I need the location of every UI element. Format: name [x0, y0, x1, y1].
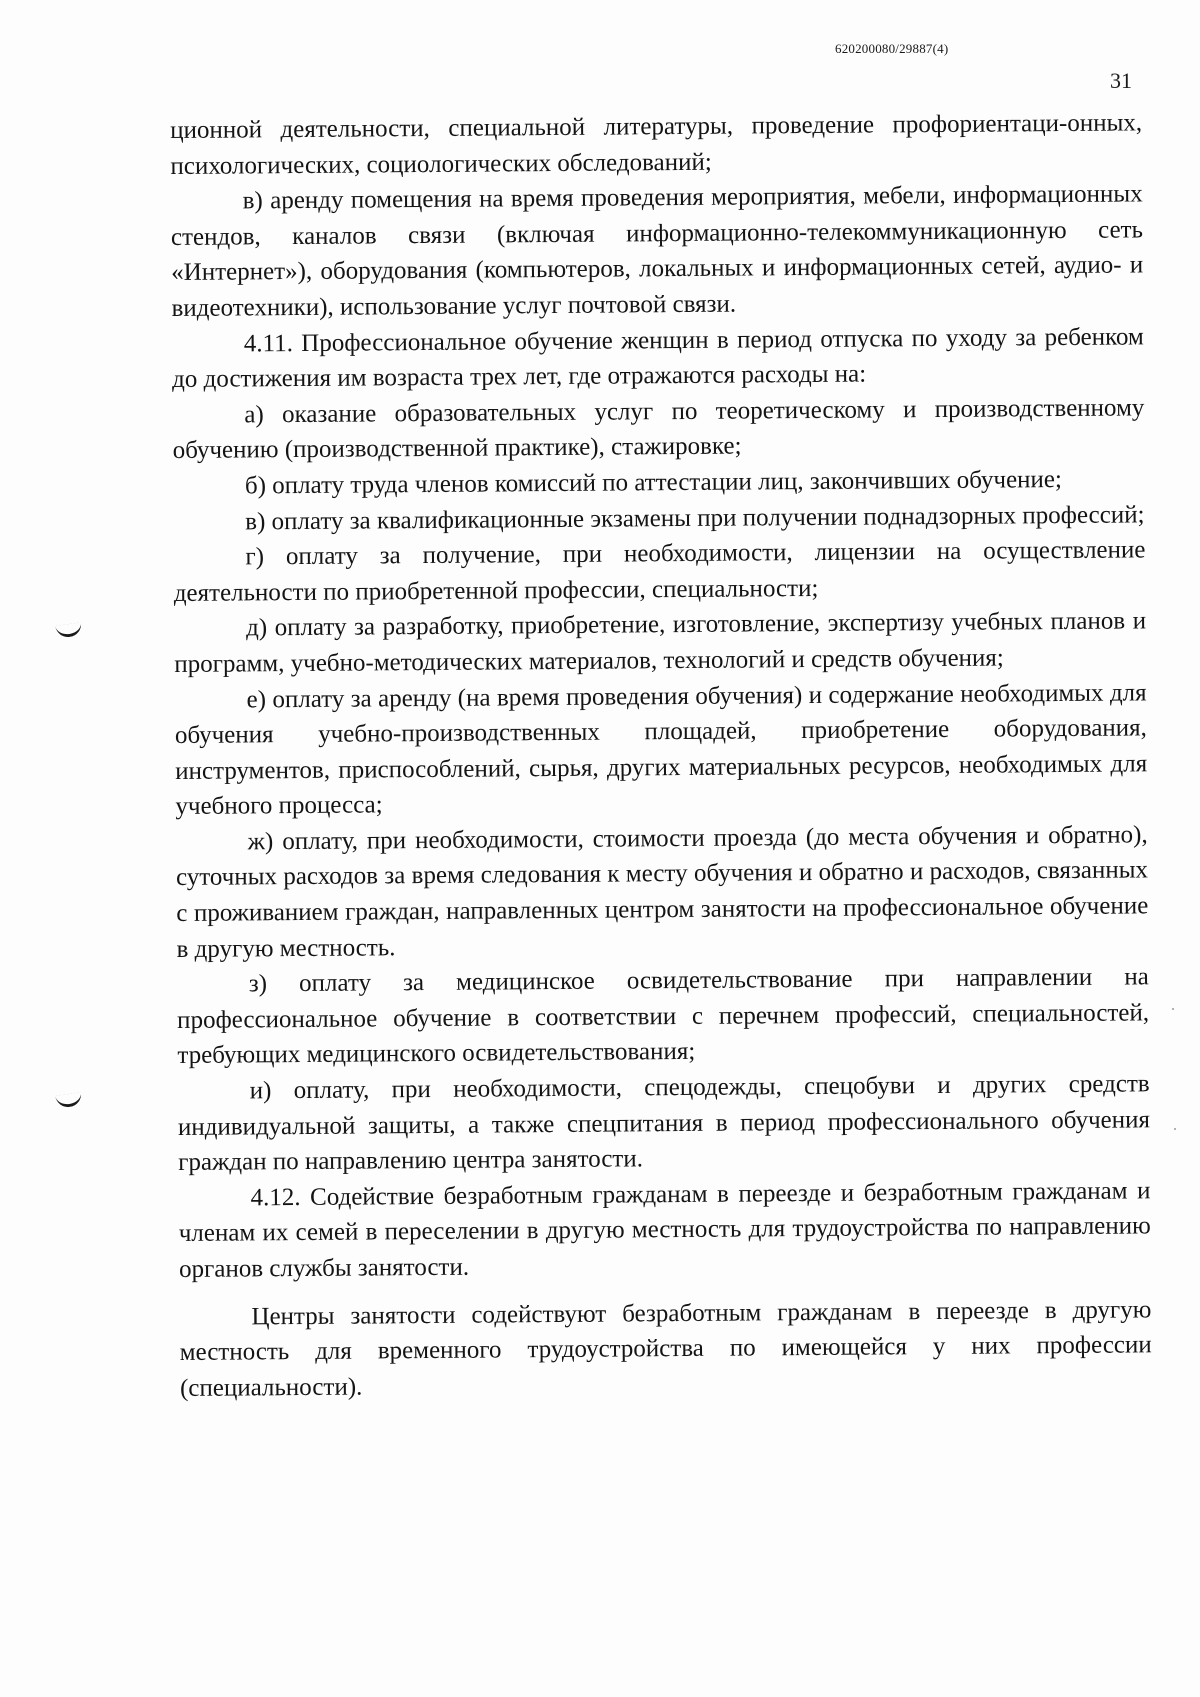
list-item: б) оплату труда членов комиссий по аттестации лиц, закончивших обучение;	[244, 465, 1063, 500]
margin-mark	[55, 1092, 83, 1108]
document-id: 620200080/29887(4)	[835, 41, 949, 56]
margin-mark	[55, 622, 83, 638]
scan-speck	[1172, 1008, 1174, 1010]
list-item: е) оплату за аренду (на время проведения обучения) и содержание необходимых для обучения учебно-производственных площадей, приобретение оборудования, инструментов, приспособлений, сырья, других материальных ресурсов, необходимых для учебного процесса;	[174, 678, 1148, 821]
list-item: и) оплату, при необходимости, спецодежды, спецобуви и других средств индивидуальной защиты, а также спецпитания в период профессионального обучения граждан по направлению центра занятости.	[177, 1070, 1151, 1177]
paragraph: 4.12. Содействие безработным гражданам в переезде и безработным гражданам и членам их семей в переселении в другую местность для трудоустройства по направлению органов службы занятости.	[178, 1177, 1151, 1283]
paragraph: ционной деятельности, специальной литературы, проведение профориентаци-онных, психологических, социологических обследований;	[170, 109, 1143, 180]
scan-speck	[1174, 1128, 1176, 1130]
list-item: а) оказание образовательных услуг по теоретическому и производственному обучению (производственной практике), стажировке;	[172, 394, 1145, 465]
paragraph: 4.11. Профессиональное обучение женщин в период отпуска по уходу за ребенком до достижения им возраста трех лет, где отражаются расходы на:	[171, 322, 1144, 394]
paragraph: Центры занятости содействуют безработным гражданам в переезде в другую местность для временного трудоустройства по имеющейся у них профессии (специальности).	[179, 1295, 1152, 1402]
document-body	[170, 105, 1152, 1406]
list-item: в) оплату за квалификационные экзамены при получении поднадзорных профессий;	[245, 500, 1145, 535]
page-number: 31	[1110, 68, 1132, 93]
list-item: г) оплату за получение, при необходимости, лицензии на осуществление деятельности по приобретенной профессии, специальности;	[173, 536, 1146, 607]
paragraph: в) аренду помещения на время проведения мероприятия, мебели, информационных стендов, каналов связи (включая информационно-телекоммуникационную сеть «Интернет»), оборудования (компьютеров, локальных и информационных сетей, аудио- и видеотехники), использование услуг почтовой связи.	[170, 180, 1144, 322]
list-item: д) оплату за разработку, приобретение, изготовление, экспертизу учебных планов и программ, учебно-методических материалов, технологий и средств обучения;	[174, 607, 1147, 678]
list-item: з) оплату за медицинское освидетельствование при направлении на профессиональное обучение в соответствии с перечнем профессий, специальностей, требующих медицинского освидетельствования;	[177, 963, 1150, 1070]
list-item: ж) оплату, при необходимости, стоимости проезда (до места обучения и обратно), суточных расходов за время следования к месту обучения и обратно и расходов, связанных с проживанием граждан, направленных центром занятости на профессиональное обучение в другую местность.	[175, 821, 1149, 963]
